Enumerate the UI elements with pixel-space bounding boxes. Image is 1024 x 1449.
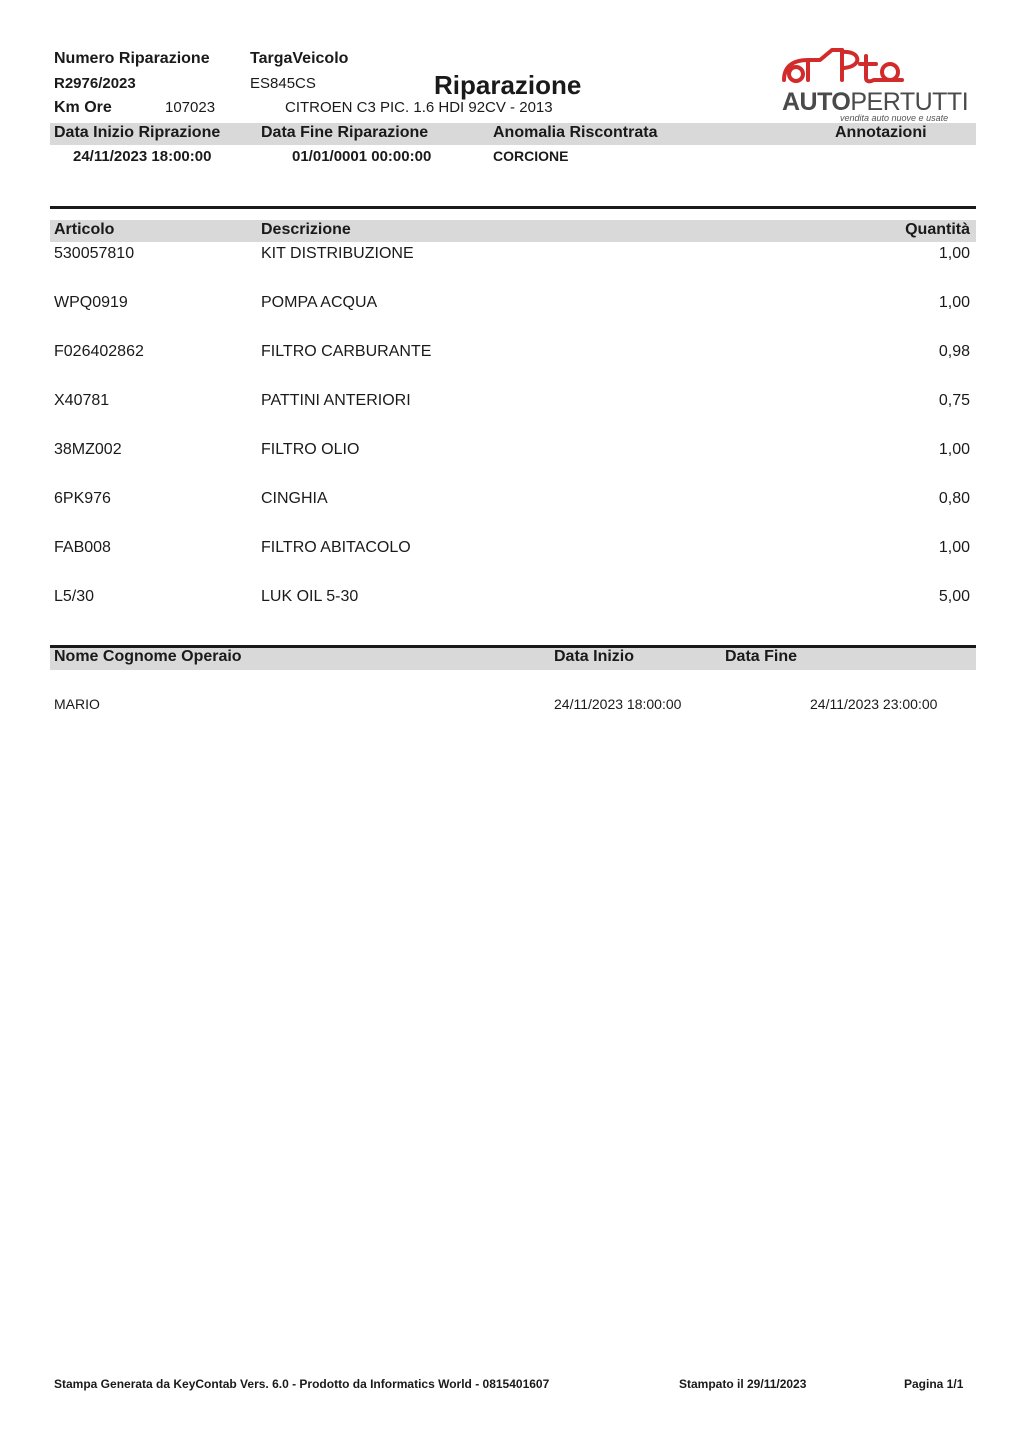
info-header-data-fine: Data Fine Riparazione	[261, 124, 429, 141]
km-ore-label: Km Ore	[54, 99, 112, 116]
article-quantity: 0,98	[938, 343, 970, 360]
article-description: CINGHIA	[261, 490, 328, 507]
article-description: POMPA ACQUA	[261, 294, 378, 311]
article-code: 38MZ002	[54, 441, 122, 458]
article-quantity: 5,00	[938, 588, 970, 605]
workers-header-data-fine: Data Fine	[725, 648, 798, 665]
articles-header-descrizione: Descrizione	[261, 221, 351, 238]
article-quantity: 1,00	[938, 441, 970, 458]
article-description: FILTRO OLIO	[261, 441, 360, 458]
numero-riparazione-value: R2976/2023	[54, 75, 136, 92]
articles-top-rule	[50, 206, 976, 209]
articles-header-articolo: Articolo	[54, 221, 115, 238]
article-quantity: 1,00	[938, 245, 970, 262]
worker-end: 24/11/2023 23:00:00	[810, 696, 938, 712]
article-code: WPQ0919	[54, 294, 128, 311]
workers-header-data-inizio: Data Inizio	[554, 648, 635, 665]
article-code: F026402862	[54, 343, 144, 360]
article-quantity: 1,00	[938, 294, 970, 311]
logo-name: AUTOPERTUTTI	[782, 88, 969, 116]
article-code: 530057810	[54, 245, 135, 262]
company-logo	[778, 44, 976, 124]
targa-value: ES845CS	[250, 75, 316, 92]
info-header-anomalia: Anomalia Riscontrata	[493, 124, 658, 141]
info-data-fine-value: 01/01/0001 00:00:00	[292, 148, 432, 165]
km-ore-value: 107023	[165, 99, 216, 116]
article-description: LUK OIL 5-30	[261, 588, 359, 605]
article-quantity: 1,00	[938, 539, 970, 556]
info-anomalia-value: CORCIONE	[493, 148, 569, 164]
logo-tagline: vendita auto nuove e usate	[840, 113, 949, 123]
worker-name: MARIO	[54, 696, 100, 712]
articles-header-band	[50, 220, 976, 242]
targa-label: TargaVeicolo	[250, 50, 349, 67]
page-title: Riparazione	[434, 70, 582, 100]
article-code: 6PK976	[54, 490, 111, 507]
workers-header-nome: Nome Cognome Operaio	[54, 648, 242, 665]
article-code: X40781	[54, 392, 110, 409]
article-code: L5/30	[54, 588, 95, 605]
article-quantity: 0,75	[938, 392, 970, 409]
footer-page: Pagina 1/1	[904, 1377, 964, 1391]
articles-header-quantita: Quantità	[905, 221, 970, 238]
article-description: KIT DISTRIBUZIONE	[261, 245, 414, 262]
article-code: FAB008	[54, 539, 111, 556]
numero-riparazione-label: Numero Riparazione	[54, 50, 210, 67]
vehicle-description: CITROEN C3 PIC. 1.6 HDI 92CV - 2013	[285, 99, 553, 116]
footer-printed: Stampato il 29/11/2023	[679, 1377, 807, 1391]
article-description: FILTRO CARBURANTE	[261, 343, 432, 360]
info-header-annotazioni: Annotazioni	[835, 124, 927, 141]
info-data-inizio-value: 24/11/2023 18:00:00	[73, 148, 212, 165]
car-logo-icon	[780, 44, 905, 86]
worker-start: 24/11/2023 18:00:00	[554, 696, 682, 712]
article-description: PATTINI ANTERIORI	[261, 392, 411, 409]
footer-generated: Stampa Generata da KeyContab Vers. 6.0 - Prodotto da Informatics World - 0815401607	[54, 1377, 550, 1391]
article-description: FILTRO ABITACOLO	[261, 539, 411, 556]
article-quantity: 0,80	[938, 490, 970, 507]
info-header-data-inizio: Data Inizio Riprazione	[54, 124, 221, 141]
